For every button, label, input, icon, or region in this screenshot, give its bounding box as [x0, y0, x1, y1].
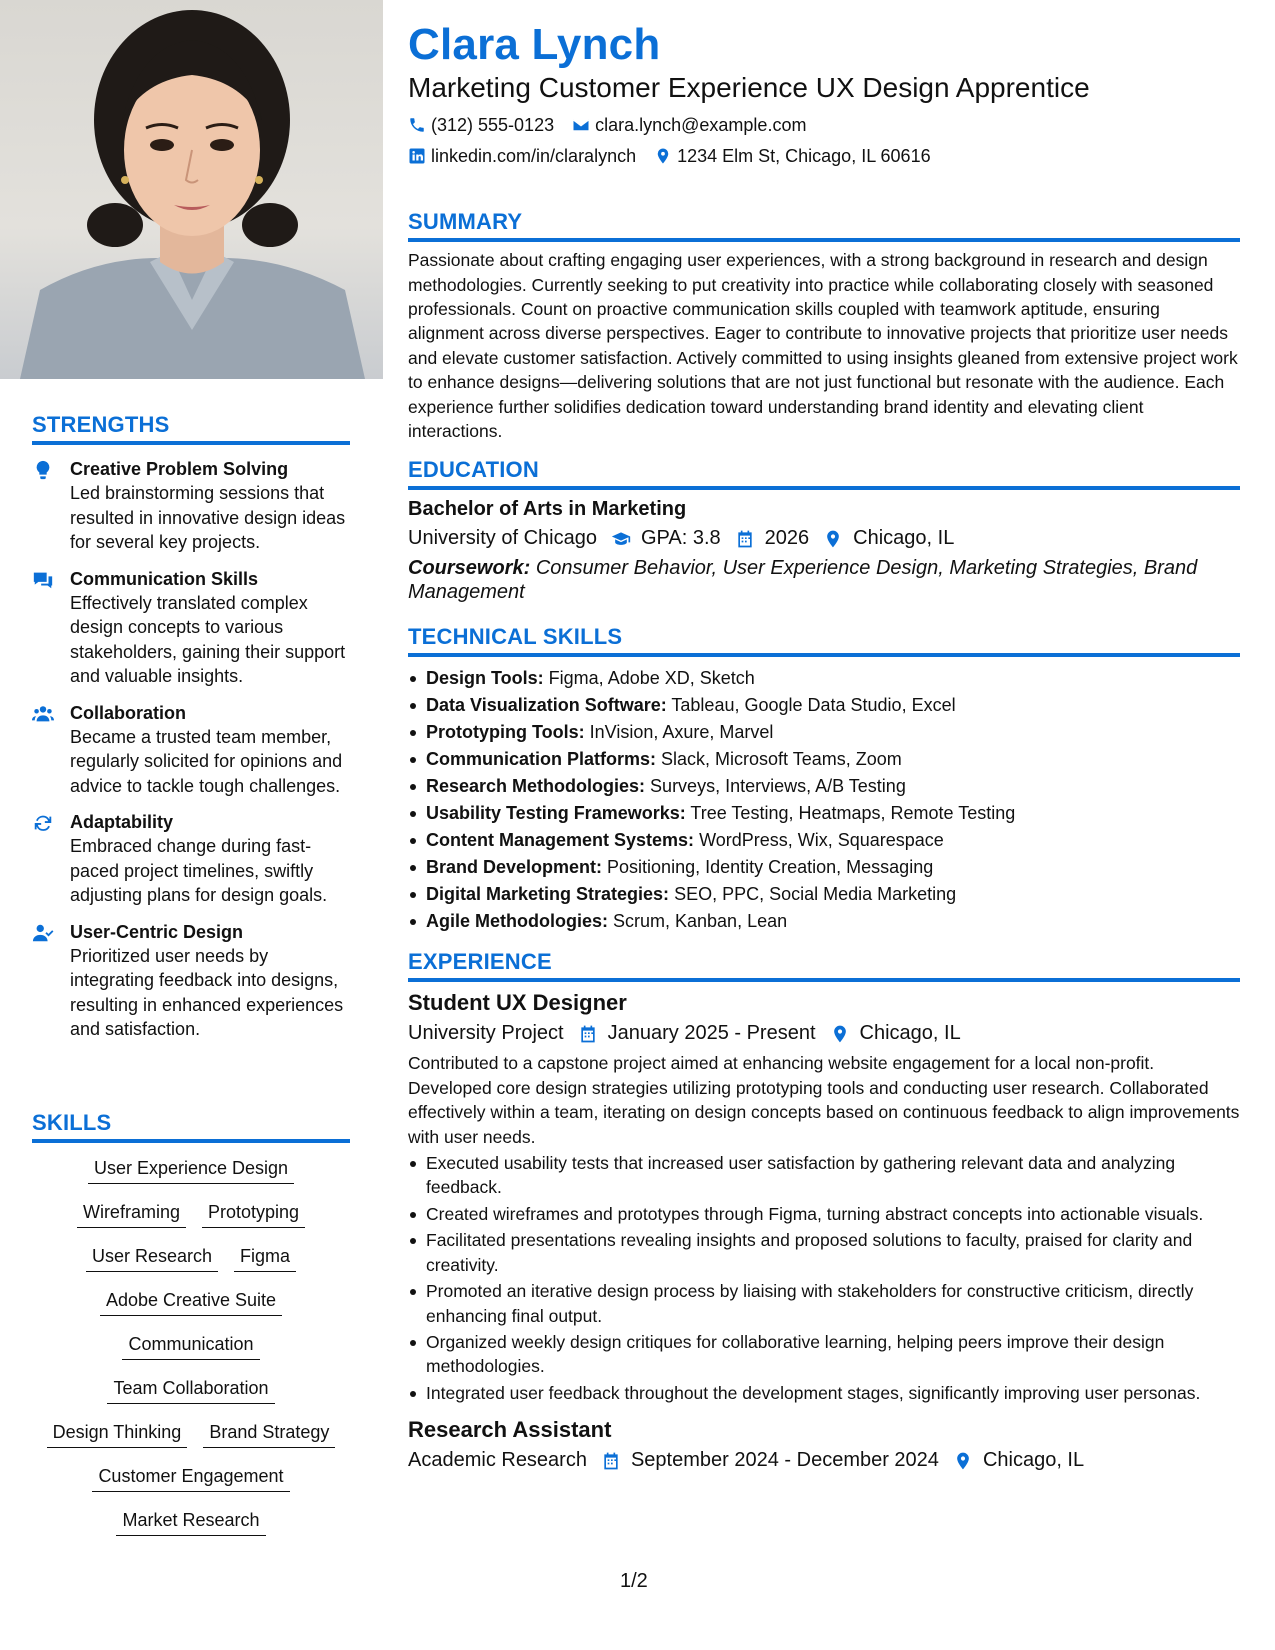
job-meta	[408, 1022, 1240, 1045]
job-bullet: Executed usability tests that increased user satisfaction by gathering relevant data and analyzing feedback.	[408, 1151, 1240, 1200]
summary-text: Passionate about crafting engaging user experiences, with a strong background in research and design methodologies. Currently seeking to put creativity into practice while collaborating closely with seasoned professionals. Count on proactive communication skills coupled with teamwork aptitude, ensuring alignment across diverse perspectives. Eager to contribute to innovative projects that prioritize user needs and elevate customer satisfaction. Actively committed to using insights gleaned from extensive project work to enhance designs—delivering solutions that are not just functional but resonate with the audience. Each experience further solidifies dedication toward understanding brand identity and elevating client interactions.	[408, 250, 1238, 442]
skill-chip-row	[32, 1465, 350, 1492]
strength-title: Creative Problem Solving	[70, 459, 289, 479]
skill-chip-row	[32, 1421, 350, 1448]
skill-category: Agile Methodologies:	[426, 911, 608, 932]
job-location: Chicago, IL	[982, 1449, 1085, 1472]
calendar-icon	[735, 529, 755, 549]
strength-title: Adaptability	[70, 812, 174, 832]
skill-values: Slack, Microsoft Teams, Zoom	[656, 749, 902, 770]
lightbulb-icon	[32, 459, 54, 481]
graduation-cap-icon	[611, 529, 631, 549]
job-org: University Project	[408, 1022, 564, 1045]
sync-icon	[32, 812, 54, 834]
user-check-icon	[32, 922, 54, 944]
coursework-list: Consumer Behavior, User Experience Design, Marketing Strategies, Brand Management	[408, 557, 1198, 604]
strength-description: Led brainstorming sessions that resulted in innovative design ideas for several key projects.	[70, 483, 346, 552]
strength-description: Effectively translated complex design concepts to various stakeholders, gaining their support and valuable insights.	[70, 592, 346, 686]
skill-chip-row	[32, 1201, 350, 1228]
strength-item	[32, 701, 350, 799]
skill-chip: Wireframing	[77, 1201, 186, 1228]
skill-category: Content Management Systems:	[426, 830, 695, 851]
skill-chip: Design Thinking	[47, 1421, 188, 1448]
experience-section	[408, 949, 1240, 1472]
technical-skill-item	[408, 773, 1240, 800]
strength-item	[32, 920, 350, 1042]
strengths-list	[32, 457, 350, 1042]
year-item	[735, 527, 810, 550]
skill-chip: Team Collaboration	[107, 1377, 274, 1404]
skill-chip: Adobe Creative Suite	[100, 1289, 282, 1316]
degree-title: Bachelor of Arts in Marketing	[408, 498, 687, 521]
portrait-image	[0, 0, 383, 379]
job-meta	[408, 1449, 1240, 1472]
skill-category: Digital Marketing Strategies:	[426, 884, 670, 905]
skills-heading: SKILLS	[32, 1110, 350, 1143]
strength-description: Prioritized user needs by integrating feedback into designs, resulting in enhanced experiences and satisfaction.	[70, 945, 344, 1039]
skill-chip-row	[32, 1245, 350, 1272]
technical-skills-heading: TECHNICAL SKILLS	[408, 624, 1240, 657]
coursework-label: Coursework:	[408, 557, 531, 580]
job-entry	[408, 1417, 1240, 1472]
email-text[interactable]: clara.lynch@example.com	[595, 114, 807, 135]
job-bullet: Facilitated presentations revealing insights and proposed solutions to faculty, praised for clarity and creativity.	[408, 1228, 1240, 1277]
edu-location: Chicago, IL	[853, 527, 955, 550]
skill-chip: Customer Engagement	[92, 1465, 289, 1492]
skill-category: Usability Testing Frameworks:	[426, 803, 686, 824]
job-title: Research Assistant	[408, 1417, 612, 1443]
strength-item	[32, 457, 350, 555]
job-org-item	[408, 1449, 587, 1472]
technical-skill-item	[408, 719, 1240, 746]
technical-skill-item	[408, 827, 1240, 854]
job-bullet: Integrated user feedback throughout the development stages, significantly improving user personas.	[408, 1381, 1240, 1405]
technical-skills-section	[408, 624, 1240, 935]
candidate-name: Clara Lynch	[408, 20, 661, 69]
summary-heading: SUMMARY	[408, 209, 1240, 242]
gpa-text: GPA: 3.8	[640, 527, 721, 550]
contact-row-2	[408, 145, 1240, 167]
skill-category: Research Methodologies:	[426, 776, 646, 797]
strength-description: Embraced change during fast-paced project timelines, swiftly adjusting plans for design goals.	[70, 836, 328, 905]
comments-icon	[32, 569, 54, 591]
skill-chips	[32, 1157, 350, 1536]
skill-category: Data Visualization Software:	[426, 695, 667, 716]
strength-item	[32, 567, 350, 689]
skill-category: Brand Development:	[426, 857, 603, 878]
strength-title: Communication Skills	[70, 568, 259, 589]
education-section	[408, 457, 1240, 604]
map-pin-icon	[654, 147, 672, 165]
gpa-item	[611, 527, 721, 550]
strengths-section	[32, 412, 350, 1042]
skill-chip: Brand Strategy	[203, 1421, 335, 1448]
skill-chip: Prototyping	[202, 1201, 305, 1228]
candidate-headline: Marketing Customer Experience UX Design Apprentice	[408, 71, 1090, 103]
calendar-icon	[601, 1451, 621, 1471]
job-dates: January 2025 - Present	[607, 1022, 816, 1045]
school-name: University of Chicago	[408, 527, 597, 550]
technical-skill-item	[408, 854, 1240, 881]
technical-skills-list	[408, 665, 1240, 935]
phone-icon	[408, 116, 426, 134]
skill-values: Tableau, Google Data Studio, Excel	[666, 695, 956, 716]
skill-values: Figma, Adobe XD, Sketch	[543, 668, 755, 689]
contact-row-1	[408, 114, 1240, 136]
job-entry	[408, 990, 1240, 1405]
sidebar	[0, 0, 383, 1650]
phone-text: (312) 555-0123	[431, 114, 555, 135]
technical-skill-item	[408, 800, 1240, 827]
skills-section	[32, 1110, 350, 1553]
technical-skill-item	[408, 692, 1240, 719]
profile-photo	[0, 0, 383, 379]
skill-chip: Figma	[234, 1245, 296, 1272]
skill-values: SEO, PPC, Social Media Marketing	[669, 884, 957, 905]
job-description: Contributed to a capstone project aimed at enhancing website engagement for a local non-profit. Developed core design strategies utilizing prototyping tools and conducting user research. Collaborated effectively within a team, iterating on design concepts based on continuous feedback to align improvements with user needs.	[408, 1053, 1240, 1147]
skill-values: WordPress, Wix, Squarespace	[694, 830, 944, 851]
technical-skill-item	[408, 881, 1240, 908]
envelope-icon	[572, 116, 590, 134]
strengths-heading: STRENGTHS	[32, 412, 350, 445]
school-item	[408, 527, 597, 550]
users-icon	[32, 703, 54, 725]
job-bullets	[408, 1151, 1240, 1405]
strength-item	[32, 810, 350, 908]
skill-values: InVision, Axure, Marvel	[584, 722, 774, 743]
skill-values: Scrum, Kanban, Lean	[608, 911, 788, 932]
map-pin-icon	[823, 529, 843, 549]
skill-values: Positioning, Identity Creation, Messaging	[602, 857, 934, 878]
job-dates: September 2024 - December 2024	[630, 1449, 939, 1472]
job-location: Chicago, IL	[859, 1022, 961, 1045]
edu-location-item	[823, 527, 954, 550]
skill-chip-row	[32, 1157, 350, 1184]
job-bullet: Promoted an iterative design process by liaising with stakeholders for constructive criticism, directly enhancing final output.	[408, 1279, 1240, 1328]
job-location-item	[953, 1449, 1084, 1472]
map-pin-icon	[953, 1451, 973, 1471]
skill-category: Communication Platforms:	[426, 749, 657, 770]
summary-section	[408, 209, 1240, 443]
skill-chip: Market Research	[116, 1509, 265, 1536]
job-bullet: Created wireframes and prototypes through Figma, turning abstract concepts into actionable visuals.	[408, 1202, 1240, 1226]
strength-title: Collaboration	[70, 702, 186, 723]
strength-description: Became a trusted team member, regularly solicited for opinions and advice to tackle tough challenges.	[70, 726, 343, 796]
skill-category: Prototyping Tools:	[426, 722, 585, 743]
skill-chip: User Research	[86, 1245, 218, 1272]
job-dates-item	[601, 1449, 939, 1472]
address-item	[654, 146, 931, 167]
technical-skill-item	[408, 746, 1240, 773]
skill-chip-row	[32, 1377, 350, 1404]
calendar-icon	[578, 1024, 598, 1044]
page-number: 1/2	[620, 1570, 648, 1592]
experience-heading: EXPERIENCE	[408, 949, 1240, 982]
linkedin-icon	[408, 147, 426, 165]
education-meta	[408, 527, 1240, 550]
job-title: Student UX Designer	[408, 990, 627, 1016]
linkedin-text[interactable]: linkedin.com/in/claralynch	[431, 145, 637, 166]
job-dates-item	[578, 1022, 816, 1045]
coursework	[408, 556, 1240, 604]
address-text: 1234 Elm St, Chicago, IL 60616	[677, 145, 931, 166]
strength-title: User-Centric Design	[70, 921, 244, 942]
job-org: Academic Research	[408, 1449, 587, 1472]
skill-chip: User Experience Design	[88, 1157, 294, 1184]
skill-chip-row	[32, 1289, 350, 1316]
grad-year: 2026	[764, 527, 810, 550]
job-org-item	[408, 1022, 564, 1045]
email-item[interactable]	[572, 115, 806, 136]
skill-values: Tree Testing, Heatmaps, Remote Testing	[685, 803, 1016, 824]
main-content	[408, 20, 1240, 1472]
skill-chip-row	[32, 1509, 350, 1536]
map-pin-icon	[830, 1024, 850, 1044]
skill-chip: Communication	[122, 1333, 259, 1360]
skill-values: Surveys, Interviews, A/B Testing	[645, 776, 906, 797]
linkedin-item[interactable]	[408, 146, 636, 167]
technical-skill-item	[408, 908, 1240, 935]
job-location-item	[830, 1022, 961, 1045]
skill-chip-row	[32, 1333, 350, 1360]
phone-item	[408, 115, 554, 136]
technical-skill-item	[408, 665, 1240, 692]
job-bullet: Organized weekly design critiques for collaborative learning, helping peers improve their design methodologies.	[408, 1330, 1240, 1379]
skill-category: Design Tools:	[426, 668, 544, 689]
education-heading: EDUCATION	[408, 457, 1240, 490]
